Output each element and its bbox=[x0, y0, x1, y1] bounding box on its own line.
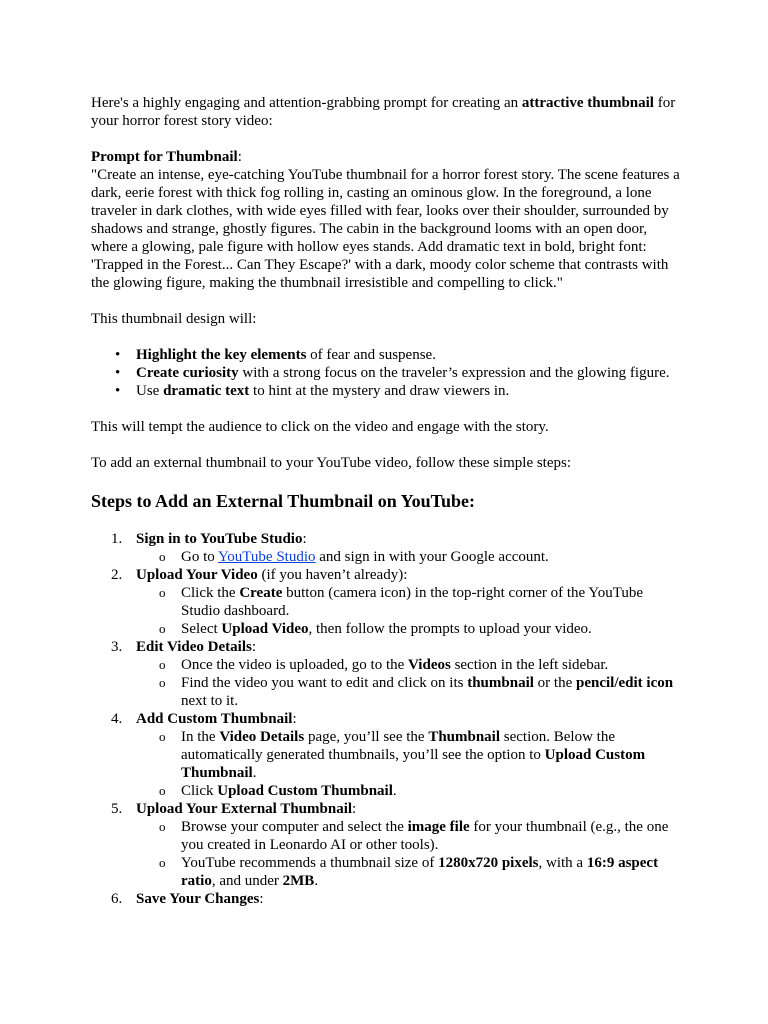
step-title-suffix: : bbox=[292, 711, 297, 727]
substep-list bbox=[136, 818, 680, 890]
substep-text: next to it. bbox=[181, 693, 239, 709]
substep-text: for your thumbnail (e.g., the one you created in Leonardo AI or other tools). bbox=[181, 819, 669, 853]
prompt-body: "Create an intense, eye-catching YouTube thumbnail for a horror forest story. The scene features a dark, eerie forest with thick fog rolling in, casting an ominous glow. In the foreground, a lone traveler in dark clothes, with wide eyes filled with fear, looks over their shoulder, surrounded by shadows and strange, ghostly figures. The cabin in the background looms with an open door, where a glowing, pale figure with hollow eyes stands. Add dramatic text in bold, bright font: 'Trapped in the Forest... Can They Escape?' with a dark, moody color scheme that contrasts with the glowing figure, making the thumbnail irresistible and compelling to click." bbox=[91, 167, 680, 291]
substep-text: Go to bbox=[181, 549, 218, 565]
substep-text: In the bbox=[181, 729, 220, 745]
substep-bold: Thumbnail bbox=[428, 729, 501, 745]
step-number: 3. bbox=[111, 639, 123, 655]
step-title-suffix: : bbox=[251, 639, 257, 655]
step-number: 5. bbox=[111, 801, 123, 817]
substep-bold: Upload Custom Thumbnail bbox=[217, 783, 393, 799]
step-title: Edit Video Details bbox=[136, 639, 252, 655]
list-item bbox=[181, 674, 680, 710]
substep-list bbox=[136, 656, 680, 710]
step-item bbox=[111, 566, 680, 638]
prompt-heading-line bbox=[91, 148, 680, 166]
step-title-suffix: : bbox=[352, 801, 357, 817]
step-title: Save Your Changes bbox=[136, 891, 260, 907]
step-number: 1. bbox=[111, 531, 123, 547]
step-item bbox=[111, 800, 680, 890]
bullet-text: of fear and suspense. bbox=[306, 347, 436, 363]
substep-text: page, you’ll see the bbox=[304, 729, 429, 745]
substep-text: or the bbox=[533, 675, 576, 691]
list-item bbox=[181, 620, 680, 638]
step-title-suffix: : bbox=[302, 531, 307, 547]
substep-bold: Create bbox=[239, 585, 283, 601]
bullet-prefix: Use bbox=[136, 383, 164, 399]
substep-text: , and under bbox=[211, 873, 283, 889]
intro-bold: attractive thumbnail bbox=[521, 95, 654, 111]
prompt-heading: Prompt for Thumbnail bbox=[91, 149, 238, 165]
list-item bbox=[136, 346, 680, 364]
substep-bold: Videos bbox=[408, 657, 451, 673]
list-item bbox=[181, 656, 680, 674]
substep-text: , then follow the prompts to upload your video. bbox=[308, 621, 592, 637]
list-item bbox=[181, 548, 680, 566]
step-item bbox=[111, 890, 680, 908]
substep-text: . bbox=[392, 783, 397, 799]
substep-text: , with a bbox=[538, 855, 587, 871]
substep-text: Click bbox=[181, 783, 218, 799]
substep-bold: image file bbox=[407, 819, 470, 835]
substep-bold: Upload Video bbox=[221, 621, 309, 637]
step-number: 6. bbox=[111, 891, 123, 907]
design-lead: This thumbnail design will: bbox=[91, 311, 257, 327]
substep-bold: thumbnail bbox=[467, 675, 534, 691]
list-item bbox=[136, 364, 680, 382]
substep-bold: 1280x720 pixels bbox=[438, 855, 539, 871]
design-bullet-list bbox=[91, 346, 680, 400]
substep-bold: pencil/edit icon bbox=[576, 675, 674, 691]
steps-heading: Steps to Add an External Thumbnail on YouTube: bbox=[91, 491, 475, 511]
list-item bbox=[136, 382, 680, 400]
step-title: Upload Your External Thumbnail bbox=[136, 801, 353, 817]
step-item bbox=[111, 638, 680, 710]
step-title: Sign in to YouTube Studio bbox=[136, 531, 303, 547]
list-item bbox=[181, 782, 680, 800]
substep-list bbox=[136, 728, 680, 800]
substep-text: Browse your computer and select the bbox=[181, 819, 408, 835]
substep-bold: Upload Custom Thumbnail bbox=[181, 747, 646, 781]
intro-text-end: for your horror forest story video: bbox=[91, 95, 676, 129]
design-closing: This will tempt the audience to click on the video and engage with the story. bbox=[91, 419, 549, 435]
step-title-suffix: : bbox=[259, 891, 264, 907]
step-title: Upload Your Video bbox=[136, 567, 258, 583]
list-item bbox=[181, 818, 680, 854]
bullet-text: with a strong focus on the traveler’s expression and the glowing figure. bbox=[238, 365, 670, 381]
substep-text: and sign in with your Google account. bbox=[315, 549, 549, 565]
intro-paragraph bbox=[91, 94, 680, 130]
list-item bbox=[181, 854, 680, 890]
steps-list bbox=[91, 530, 680, 908]
substep-text: Select bbox=[181, 621, 222, 637]
substep-text: section. Below the automatically generated thumbnails, you’ll see the option to bbox=[181, 729, 616, 763]
bullet-bold: dramatic text bbox=[163, 383, 250, 399]
substep-text: button (camera icon) in the top-right corner of the YouTube Studio dashboard. bbox=[181, 585, 643, 619]
youtube-studio-link[interactable]: YouTube Studio bbox=[217, 549, 316, 565]
substep-text: section in the left sidebar. bbox=[450, 657, 609, 673]
substep-text: Once the video is uploaded, go to the bbox=[181, 657, 409, 673]
substep-list bbox=[136, 548, 680, 566]
substep-bold: Video Details bbox=[219, 729, 305, 745]
bullet-text: to hint at the mystery and draw viewers in. bbox=[249, 383, 510, 399]
substep-text: . bbox=[252, 765, 257, 781]
prompt-heading-colon: : bbox=[237, 149, 242, 165]
external-intro: To add an external thumbnail to your YouTube video, follow these simple steps: bbox=[91, 455, 572, 471]
substep-text: . bbox=[314, 873, 319, 889]
step-number: 4. bbox=[111, 711, 123, 727]
step-item bbox=[111, 710, 680, 800]
substep-list bbox=[136, 584, 680, 638]
substep-text: Click the bbox=[181, 585, 240, 601]
list-item bbox=[181, 728, 680, 782]
step-number: 2. bbox=[111, 567, 123, 583]
substep-text: YouTube recommends a thumbnail size of bbox=[181, 855, 439, 871]
intro-text: Here's a highly engaging and attention-grabbing prompt for creating an bbox=[91, 95, 522, 111]
bullet-bold: Create curiosity bbox=[136, 365, 239, 381]
step-title-suffix: (if you haven’t already): bbox=[257, 567, 408, 583]
bullet-bold: Highlight the key elements bbox=[136, 347, 307, 363]
step-title: Add Custom Thumbnail bbox=[136, 711, 293, 727]
substep-text: Find the video you want to edit and click on its bbox=[181, 675, 468, 691]
list-item bbox=[181, 584, 680, 620]
substep-bold: 2MB bbox=[282, 873, 315, 889]
substep-bold: 16:9 aspect ratio bbox=[181, 855, 659, 889]
step-item bbox=[111, 530, 680, 566]
